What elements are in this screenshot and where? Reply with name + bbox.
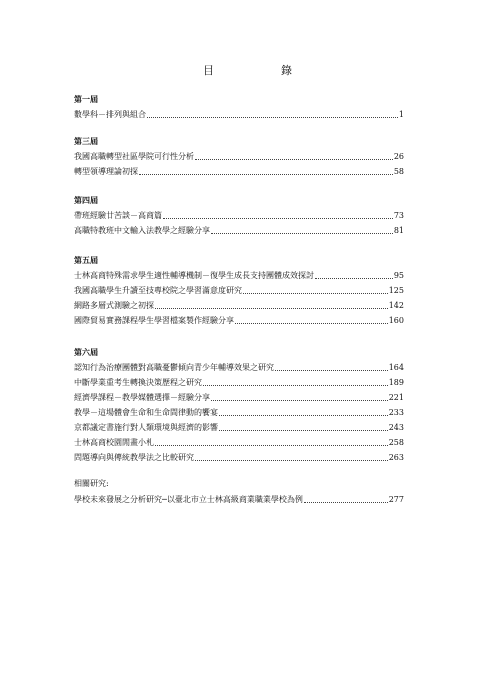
entry-title: 認知行為治療團體對高職憂鬱傾向青少年輔導效果之研究 — [74, 363, 274, 372]
dot-leader — [155, 430, 388, 446]
section-heading: 第五屆 — [74, 255, 98, 265]
page-title: 目 錄 — [203, 64, 320, 77]
entry-title: 京都議定書施行對人類環境與經濟的影響 — [74, 423, 218, 432]
dot-leader — [275, 355, 388, 371]
entry-page-number: 81 — [393, 226, 404, 235]
toc-entry[interactable] — [74, 107, 404, 122]
entry-title: 士林高商校園閒畫小札 — [74, 438, 154, 447]
toc-section — [74, 254, 404, 328]
entry-page-number: 26 — [393, 152, 404, 161]
entry-page-number: 164 — [388, 363, 404, 372]
entry-title: 我國高職轉型社區學院可行性分析 — [74, 152, 194, 161]
dot-leader — [211, 218, 393, 234]
entry-page-number: 58 — [393, 167, 404, 176]
dot-leader — [219, 400, 388, 416]
entry-page-number: 95 — [393, 271, 404, 280]
entry-title: 經濟學課程－教學媒體選擇－經驗分享 — [74, 393, 210, 402]
dot-leader — [195, 144, 393, 160]
section-heading: 第三屆 — [74, 136, 98, 146]
entry-page-number: 243 — [388, 423, 404, 432]
entry-page-number: 263 — [388, 453, 404, 462]
section-heading: 相關研究: — [74, 479, 109, 488]
dot-leader — [195, 445, 388, 461]
entry-title: 轉型領導理論初探 — [74, 167, 138, 176]
dot-leader — [203, 370, 388, 386]
entry-title: 網路多層式測驗之初探 — [74, 301, 154, 310]
section-heading: 第六屆 — [74, 347, 98, 357]
entry-page-number: 233 — [388, 408, 404, 417]
section-heading: 第一屆 — [74, 94, 98, 104]
toc-section — [74, 93, 404, 122]
entry-title: 教學－這場體會生命和生命間律動的饗宴 — [74, 408, 218, 417]
toc-section — [74, 135, 404, 179]
dot-leader — [147, 102, 398, 118]
dot-leader — [139, 159, 393, 175]
dot-leader — [235, 308, 388, 324]
entry-page-number: 125 — [388, 286, 404, 295]
entry-page-number: 221 — [388, 393, 404, 402]
toc-entry[interactable] — [74, 450, 404, 465]
entry-page-number: 160 — [388, 316, 404, 325]
entry-title: 中斷學業重考生轉換決策歷程之研究 — [74, 378, 202, 387]
entry-page-number: 277 — [388, 495, 404, 504]
entry-title: 問題導向與傳統教學法之比較研究 — [74, 453, 194, 462]
entry-title: 國際貿易實務課程學生學習檔案製作經驗分享 — [74, 316, 234, 325]
entry-title: 帶班經驗廿苦談－高商篇 — [74, 211, 162, 220]
toc-entry[interactable] — [74, 492, 404, 507]
entry-page-number: 142 — [388, 301, 404, 310]
entry-page-number: 258 — [388, 438, 404, 447]
toc-section — [74, 478, 404, 507]
entry-title: 數學科－排列與組合 — [74, 110, 146, 119]
toc-entry[interactable] — [74, 223, 404, 238]
entry-page-number: 73 — [393, 211, 404, 220]
entry-title: 我國高職學生升讀至技專校院之學習滿意度研究 — [74, 286, 242, 295]
entry-page-number: 1 — [398, 110, 404, 119]
toc-section — [74, 346, 404, 465]
entry-page-number: 189 — [388, 378, 404, 387]
toc-section — [74, 194, 404, 238]
section-heading: 第四屆 — [74, 195, 98, 205]
toc-entry[interactable] — [74, 313, 404, 328]
dot-leader — [243, 278, 388, 294]
dot-leader — [211, 385, 388, 401]
dot-leader — [163, 203, 393, 219]
entry-title: 學校未來發展之分析研究─以臺北市立士林高級商業職業學校為例 — [74, 495, 303, 504]
entry-title: 士林高商特殊需求學生適性輔導機制－復學生成長支持團體成效探討 — [74, 271, 314, 280]
dot-leader — [304, 487, 388, 503]
entry-title: 高職特教班中文輸入法教學之經驗分享 — [74, 226, 210, 235]
dot-leader — [155, 293, 388, 309]
dot-leader — [315, 263, 393, 279]
dot-leader — [219, 415, 388, 431]
toc-entry[interactable] — [74, 164, 404, 179]
